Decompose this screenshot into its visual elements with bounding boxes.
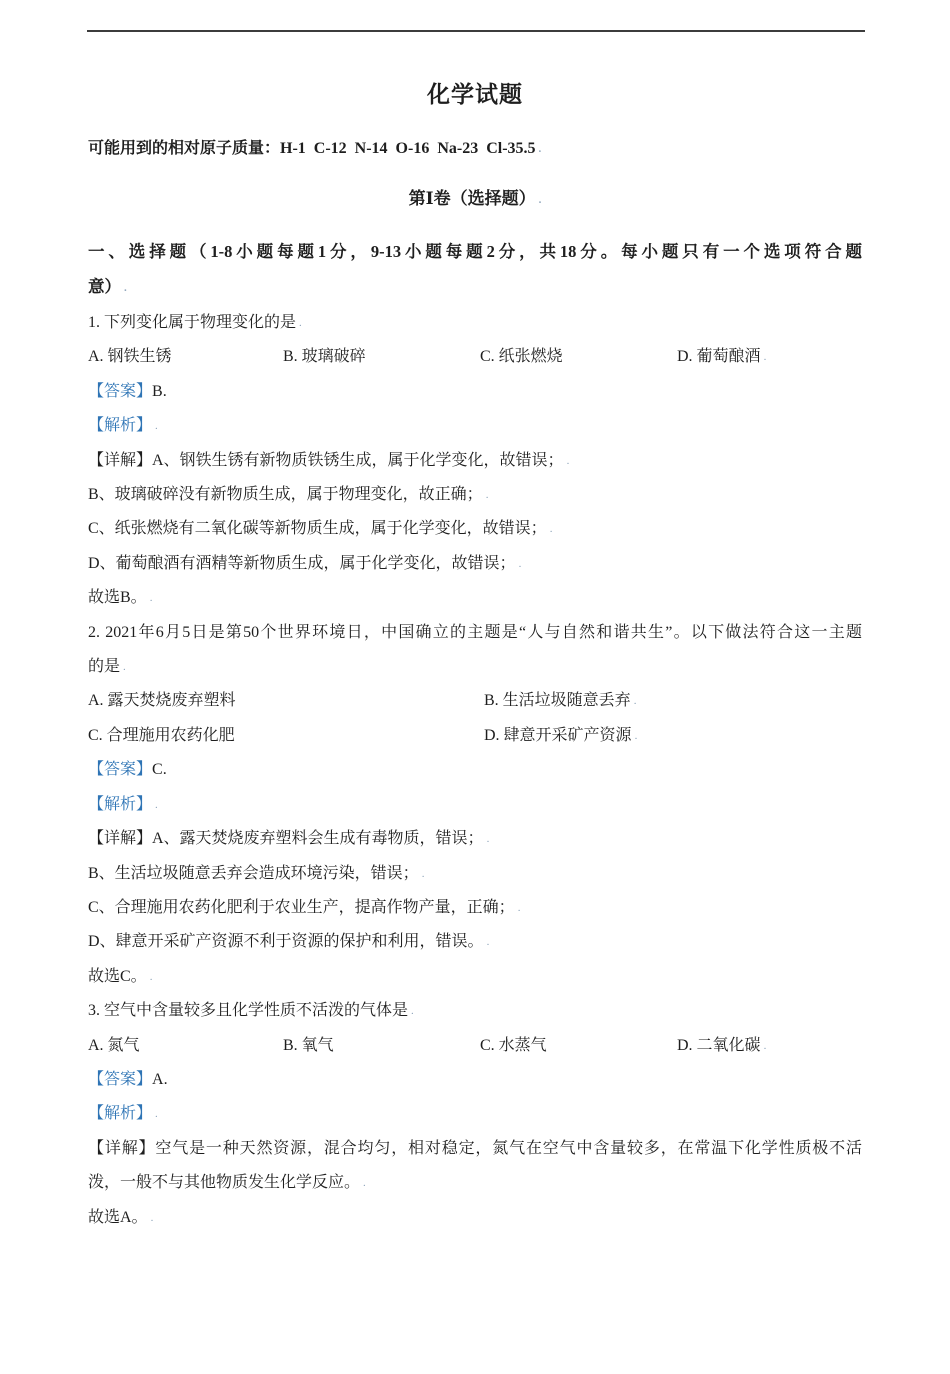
question-2-detail-2: B、生活垃圾随意丢弃会造成环境污染，错误； . (88, 857, 862, 891)
question-1-answer-value: B. (152, 382, 167, 400)
question-2-option-c: C. 合理施用农药化肥 (88, 726, 235, 744)
question-3-option-d: D. 二氧化碳 . (677, 1029, 862, 1063)
document-body (0, 132, 950, 1235)
question-1-option-a: A. 钢铁生锈 (88, 348, 172, 366)
question-2-detail-4: D、肆意开采矿产资源不利于资源的保护和利用，错误。 . (88, 925, 862, 959)
question-3-analysis-line (88, 1097, 862, 1131)
question-2-analysis-line (88, 788, 862, 822)
answer-label: 【答案】 (88, 382, 153, 400)
question-1-analysis-line (88, 409, 862, 443)
question-3-stem: 3. 空气中含量较多且化学性质不活泼的气体是 . (88, 994, 862, 1028)
question-2-conclusion: 故选C。 . (88, 960, 862, 994)
analysis-label: 【解析】 (88, 1105, 153, 1123)
question-3-option-a: A. 氮气 (88, 1036, 140, 1054)
question-2-answer-value: C. (152, 761, 167, 779)
question-2-answer-line (88, 753, 862, 787)
question-3-option-c: C. 水蒸气 (480, 1036, 547, 1054)
atomic-mass-line: 可能用到的相对原子质量：H-1 C-12 N-14 O-16 Na-23 Cl-35.5 . (88, 132, 862, 166)
answer-label: 【答案】 (88, 1070, 153, 1088)
question-1-detail-1: 【详解】A、钢铁生锈有新物质铁锈生成，属于化学变化，故错误； . (88, 444, 862, 478)
question-3-detail-line-1: 【详解】空气是一种天然资源，混合均匀，相对稳定，氮气在空气中含量较多，在常温下化学性质极不活 (88, 1139, 862, 1157)
analysis-label: 【解析】 (88, 795, 153, 813)
question-3-detail-line-2: 泼，一般不与其他物质发生化学反应。 . (88, 1166, 862, 1200)
question-3-answer-value: A. (152, 1070, 168, 1088)
question-1-option-d: D. 葡萄酿酒 . (677, 340, 862, 374)
section-header-line-2 (88, 269, 862, 306)
question-1-detail-4: D、葡萄酿酒有酒精等新物质生成，属于化学变化，故错误； . (88, 547, 862, 581)
section-header-line-2-text: 意） . (88, 277, 127, 296)
part-header: 第Ⅰ卷（选择题） . (88, 182, 862, 217)
question-2-option-d: D. 肆意开采矿产资源 . (484, 719, 862, 753)
question-2-detail-1: 【详解】A、露天焚烧废弃塑料会生成有毒物质，错误； . (88, 822, 862, 856)
question-2-options-row-1 (88, 684, 862, 718)
question-1-detail-2: B、玻璃破碎没有新物质生成，属于物理变化，故正确； . (88, 478, 862, 512)
question-2-option-b: B. 生活垃圾随意丢弃 . (484, 684, 862, 718)
doc-title: 化学试题 (427, 82, 523, 107)
question-3-answer-line (88, 1063, 862, 1097)
question-1-option-c: C. 纸张燃烧 (480, 348, 563, 366)
question-2-option-a: A. 露天焚烧废弃塑料 (88, 692, 236, 710)
document-page (0, 30, 950, 1374)
question-3-conclusion: 故选A。 . (88, 1201, 862, 1235)
question-2-detail-3: C、合理施用农药化肥利于农业生产，提高作物产量，正确； . (88, 891, 862, 925)
analysis-label: 【解析】 (88, 417, 153, 435)
question-1-answer-line (88, 375, 862, 409)
section-header-line-1: 一、选择题（1-8小题每题1分，9-13小题每题2分，共18分。每小题只有一个选项符合题 (88, 242, 862, 261)
question-3-option-b: B. 氧气 (283, 1036, 334, 1054)
answer-label: 【答案】 (88, 761, 153, 779)
question-3-options (88, 1029, 862, 1063)
question-1-options (88, 340, 862, 374)
top-rule (87, 30, 865, 32)
question-2-options-row-2 (88, 719, 862, 753)
question-1-conclusion: 故选B。 . (88, 581, 862, 615)
question-1 (88, 306, 862, 616)
question-1-detail-3: C、纸张燃烧有二氧化碳等新物质生成，属于化学变化，故错误； . (88, 512, 862, 546)
question-1-option-b: B. 玻璃破碎 (283, 348, 366, 366)
question-2-stem-line-2: 的是 . (88, 650, 862, 684)
question-1-stem: 1. 下列变化属于物理变化的是 . (88, 306, 862, 340)
question-2-stem-line-1: 2. 2021年6月5日是第50个世界环境日，中国确立的主题是“人与自然和谐共生”。以下做法符合这一主题 (88, 623, 862, 641)
question-2 (88, 616, 862, 994)
question-3 (88, 994, 862, 1235)
